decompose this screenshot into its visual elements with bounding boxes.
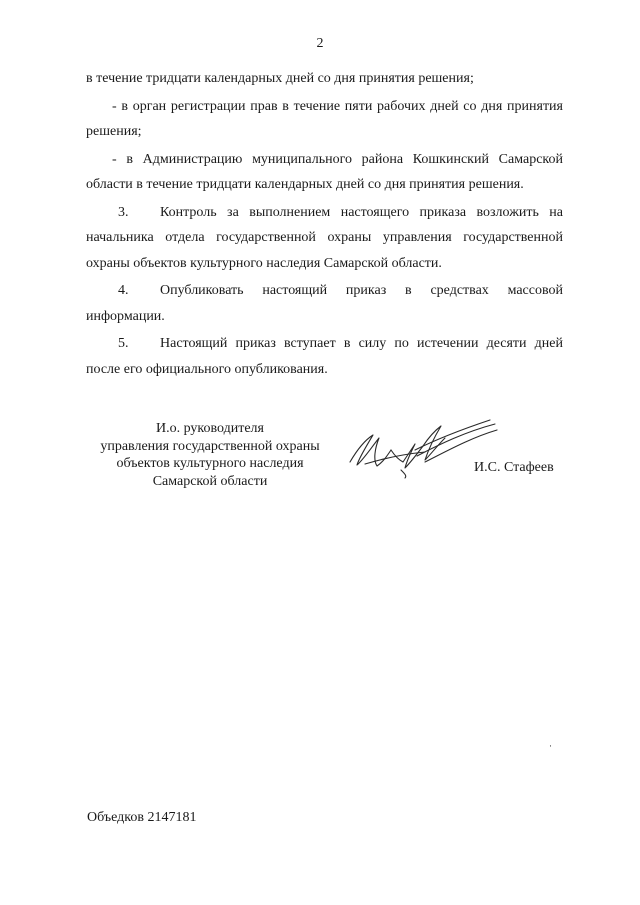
page-number: 2 [316, 36, 324, 51]
signer-name: И.С. Стафеев [474, 460, 554, 475]
item-number-3: 3. [118, 204, 129, 220]
item-number-4: 4. [118, 283, 129, 298]
paragraph-item-5 [86, 331, 563, 382]
signatory-title-line-4: Самарской области [152, 473, 268, 489]
signatory-title-line-1: И.о. руководителя [155, 421, 264, 436]
paragraph-item-4 [86, 278, 563, 329]
item-text-3: Контроль за выполнением настоящего приказа возложить на начальника отдела государственной охраны управления государственной охраны объектов культурного наследия Самарской области. [86, 204, 563, 271]
signatory-title-line-2: управления государственной охраны [100, 438, 320, 454]
document-body [86, 66, 563, 382]
paragraph-item-3 [86, 200, 563, 277]
item-number-5: 5. [118, 336, 129, 351]
signatory-title-block [90, 420, 330, 490]
signatory-title-line-3: объектов культурного наследия [116, 456, 304, 471]
paragraph-registration-body: - в орган регистрации прав в течение пяти рабочих дней со дня принятия решения; [86, 98, 563, 139]
paragraph-administration: - в Администрацию муниципального района Кошкинский Самарской области в течение тридцати календарных дней со дня принятия решения. [86, 151, 563, 192]
paragraph-continuation: в течение тридцати календарных дней со дня принятия решения; [86, 71, 474, 86]
stray-mark: · [549, 741, 552, 751]
item-text-4: Опубликовать настоящий приказ в средствах массовой информации. [86, 283, 563, 324]
item-text-5: Настоящий приказ вступает в силу по истечении десяти дней после его официального опубликования. [86, 336, 563, 377]
executor-note: Объедков 2147181 [87, 810, 197, 825]
